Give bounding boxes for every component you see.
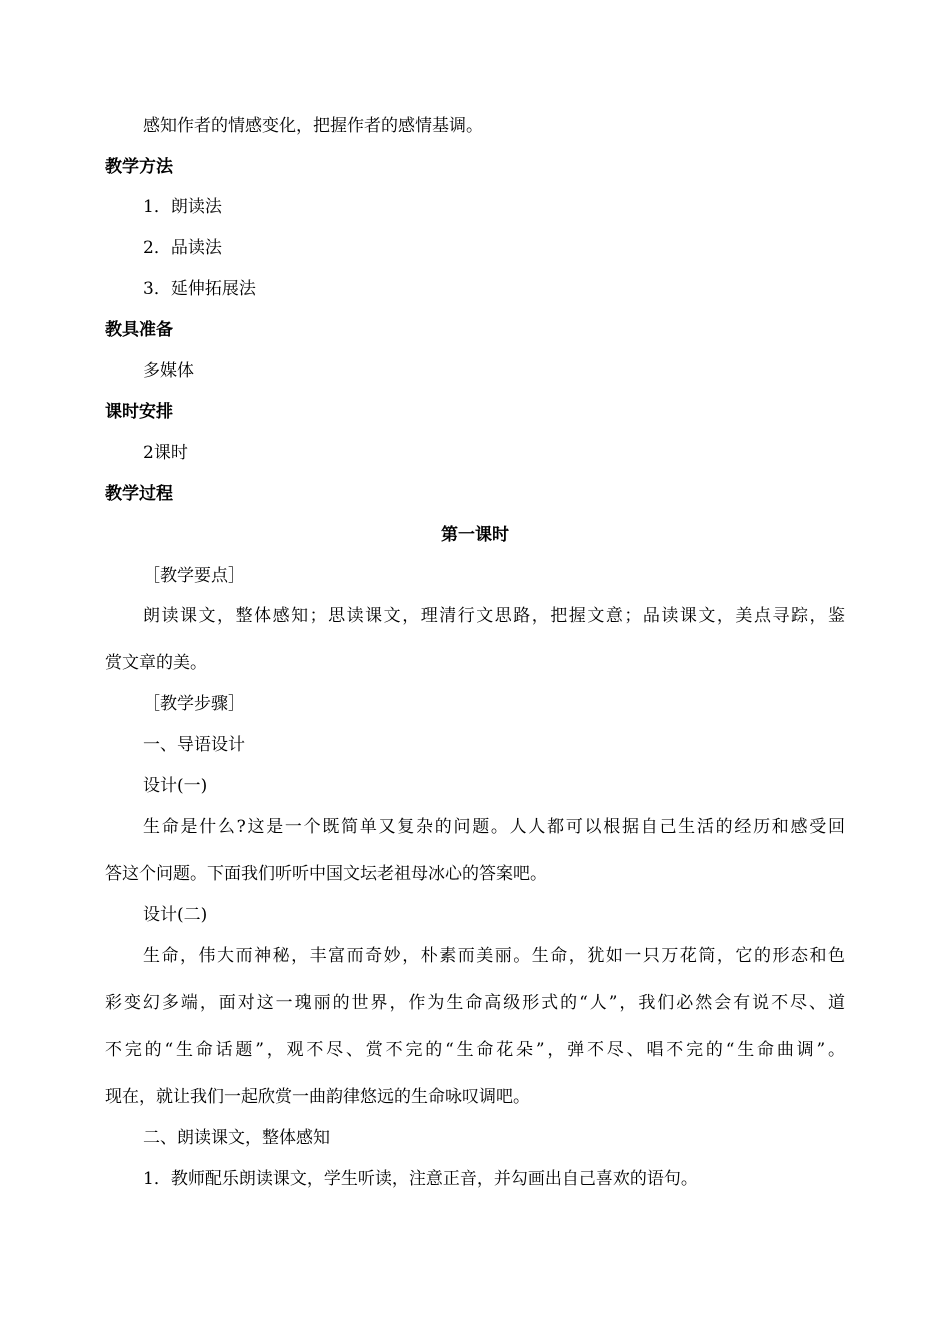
method-item-2: 2．品读法 (143, 238, 222, 258)
tools-text: 多媒体 (143, 361, 194, 381)
design-one-line-1: 生命是什么?这是一个既简单又复杂的问题。人人都可以根据自己生活的经历和感受回 (143, 817, 845, 837)
step-two-heading: 二、朗读课文，整体感知 (143, 1128, 330, 1148)
design-two-line-1: 生命，伟大而神秘，丰富而奇妙，朴素而美丽。生命，犹如一只万花筒，它的形态和色 (143, 946, 845, 966)
heading-teaching-tools: 教具准备 (105, 320, 173, 340)
steps-label: ［教学步骤］ (143, 694, 245, 714)
key-points-line-2: 赏文章的美。 (105, 653, 207, 673)
design-two-line-3: 不完的“生命话题”，观不尽、赏不完的“生命花朵”，弹不尽、唱不完的“生命曲调”。 (105, 1040, 845, 1060)
key-points-label: ［教学要点］ (143, 566, 245, 586)
heading-teaching-process: 教学过程 (105, 484, 173, 504)
design-two-label: 设计(二) (143, 905, 208, 925)
step-one-heading: 一、导语设计 (143, 735, 245, 755)
paragraph-emotion: 感知作者的情感变化，把握作者的感情基调。 (143, 116, 483, 136)
design-one-line-2: 答这个问题。下面我们听听中国文坛老祖母冰心的答案吧。 (105, 864, 547, 884)
design-two-line-4: 现在，就让我们一起欣赏一曲韵律悠远的生命咏叹调吧。 (105, 1087, 530, 1107)
schedule-text: 2课时 (143, 443, 188, 463)
lesson-one-title: 第一课时 (441, 525, 509, 545)
design-one-label: 设计(一) (143, 776, 208, 796)
method-item-1: 1．朗读法 (143, 197, 222, 217)
method-item-3: 3．延伸拓展法 (143, 279, 256, 299)
design-two-line-2: 彩变幻多端，面对这一瑰丽的世界，作为生命高级形式的“人”，我们必然会有说不尽、道 (105, 993, 845, 1013)
step-two-item-1: 1．教师配乐朗读课文，学生听读，注意正音，并勾画出自己喜欢的语句。 (143, 1169, 698, 1189)
heading-schedule: 课时安排 (105, 402, 173, 422)
key-points-line-1: 朗读课文，整体感知；思读课文，理清行文思路，把握文意；品读课文，美点寻踪，鉴 (143, 606, 845, 626)
heading-teaching-methods: 教学方法 (105, 157, 173, 177)
